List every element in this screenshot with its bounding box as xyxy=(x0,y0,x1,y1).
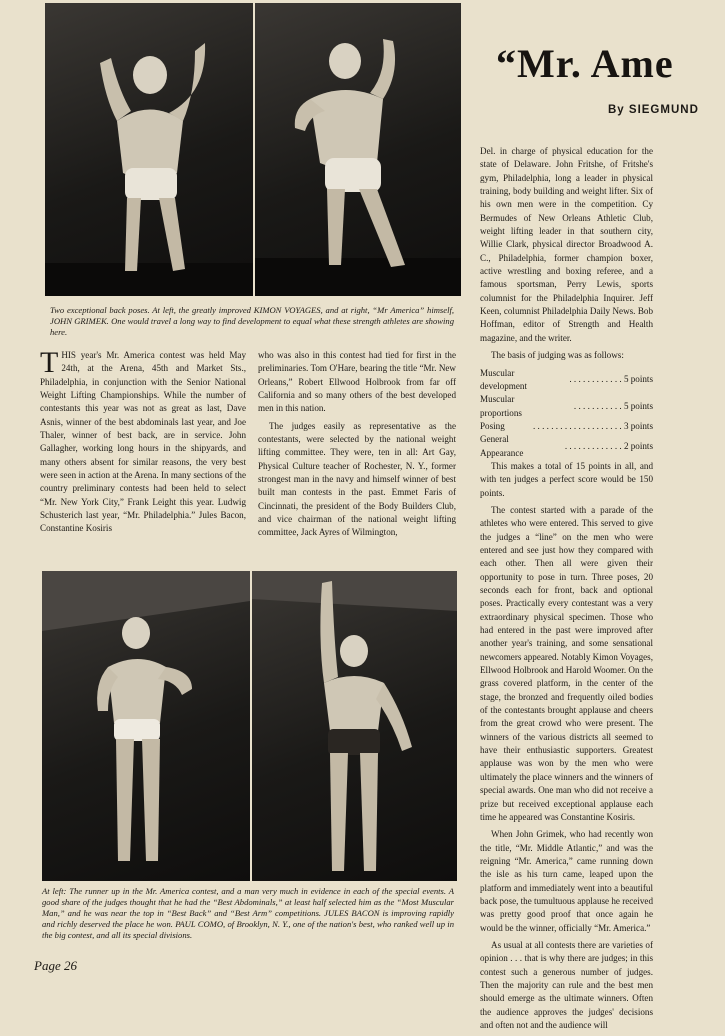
points-row xyxy=(480,393,653,420)
column-3-paragraph-2: The basis of judging was as follows: xyxy=(491,350,624,361)
article-title: “Mr. Ame xyxy=(496,41,674,86)
points-value: . . . . . . . . . . . . . 2 points xyxy=(564,440,653,451)
column-3-paragraph-1: Del. in charge of physical education for the state of Delaware. John Fritshe, of Fritshe's gym, Philadelphia, long a leader in physical training, body building and weight lifter. Six of his own men were in the competition. Cy Bermudes of New Orleans Athletic Club, weight lifting leader in that southern city, Willie Clark, physical director Broadwood A. C., Philadelphia, former champion boxer, active wrestling and boxing referee, and a famous sportsman, Perry Lewis, sports columnist for the Philadelphia Inquirer. Jeff Keen, columnist Philadelphia Daily News. Bob Hoffman, editor of Strength and Health magazine, and the writer. xyxy=(480,146,653,343)
photo-kimon-voyages-back-pose xyxy=(45,3,253,296)
points-row xyxy=(480,420,653,433)
bottom-photo-caption: At left: The runner up in the Mr. America contest, and a man very much in evidence in each of the special events. A good share of the judges thought that he had the “Best Abdominals,” at least half selected him as the “Most Muscular Man,” and he was near the top in “Best Back” and “Best Arm” competitions. JULES BACON is improving rapidly and richly deserved the place he won. PAUL COMO, of Brooklyn, N. Y., one of the nation's best, who ranked well up in the big contest, and all its special divisions. xyxy=(42,886,454,940)
column-1-text: HIS year's Mr. America contest was held May 24th, at the Arena, 45th and Market Sts., Philadelphia, in conjunction with the Senior National Weight Lifting Championships. While the number of contestants this year was not as great as last, Dave Asnis, winner of the best abdominals last year, and Joe Thaler, winner of best back, are in service. John Gallagher, working long hours in the shipyards, and many others absent for similar reasons, the very best were seen in action at the Arena. In many sections of the country preliminary contests had been held to select “Mr. New York City,” Frank Leight this year. Ludwig Schusterich last year, “Mr. Philadelphia.” Jules Bacon, Constantine Kosiris xyxy=(40,350,246,534)
top-photo-caption: Two exceptional back poses. At left, the greatly improved KIMON VOYAGES, and at right, “Mr America” himself, JOHN GRIMEK. One would travel a long way to find development to equal what these strength athletes are showing here. xyxy=(50,305,454,337)
drop-cap: T xyxy=(40,346,59,379)
article-column-1 xyxy=(40,346,246,540)
points-label: General Appearance xyxy=(480,434,524,458)
points-value: . . . . . . . . . . . 5 points xyxy=(573,400,653,411)
points-label: Muscular proportions xyxy=(480,394,522,418)
article-byline: By SIEGMUND xyxy=(608,104,699,116)
points-value: . . . . . . . . . . . . 5 points xyxy=(569,374,653,385)
column-3-paragraph-4: The contest started with a parade of the athletes who were entered. This served to give the judges a “line” on the men who were entered and see just how they compared with each other. Then all were given their opportunity to pose in turn. Three poses, 20 seconds each for front, back and optional poses. Practically every contestant was a very extraordinary physical specimen. Those who had entered in the past were improved after another year's training, and some sensational newcomers appeared. Notably Kimon Voyages, Ellwood Holbrook and Harold Woomer. On the grass covered platform, in the center of the stage, the bronzed and frequently oiled bodies of the contestants brought applause and cheers from the great crowd who were present. The winners of the various districts all seemed to have their enthusiastic supporters. Greatest applause was won by the men who were ultimately the place winners and the winners of special awards. One man who did not receive a prize but received exceptional applause each time he appeared was Constantine Kosiris. xyxy=(480,504,653,822)
article-column-2 xyxy=(258,349,456,544)
photo-jules-bacon-front-pose xyxy=(42,571,250,881)
photo-paul-como-pose xyxy=(252,571,457,881)
column-3-paragraph-3: This makes a total of 15 points in all, and with ten judges a perfect score would be 150 points. xyxy=(480,460,653,498)
points-label: Muscular development xyxy=(480,367,527,391)
points-value: . . . . . . . . . . . . . . . . . . . . 3 points xyxy=(533,420,653,431)
column-2-paragraph-2: The judges easily as representative as the contestants, were selected by the national weight lifting committee. They were, ten in all: Art Gay, Physical Culture teacher of Rochester, N. Y., former strongest man in the navy and himself winner of best built man contests in the past. Emmet Faris of Cincinnati, the president of the Body Builders Club, and vice chairman of the national weight lifting committee, Jack Ayres of Wilmington, xyxy=(258,420,456,538)
points-row xyxy=(480,367,653,394)
column-1-paragraph xyxy=(40,346,246,536)
points-row xyxy=(480,433,653,460)
column-3-paragraph-6: As usual at all contests there are varieties of opinion . . . that is why there are judges; in this contest such a generous number of judges. Then the majority can rule and the best men should emerge as the ultimate winners. Often the audience approves the judges' decisions and often not and the audience will xyxy=(480,939,653,1030)
article-column-3 xyxy=(480,145,653,1036)
judging-points-table xyxy=(480,367,653,460)
column-3-paragraph-5: When John Grimek, who had recently won the title, “Mr. Middle Atlantic,” and was the reigning “Mr. America,” came running down the isle as his turn came, leaped upon the platform and immediately went into a beautiful back pose, the tumultuous applause he received was pretty good proof that once again he would be the winner, officially “Mr. America.” xyxy=(480,829,653,933)
page-number: Page 26 xyxy=(34,958,77,973)
column-2-paragraph-1: who was also in this contest had tied for first in the preliminaries. Tom O'Hare, bearing the title “Mr. New Orleans,” Robert Ellwood Holbrook from far off California and so many others of the best developed men in this nation. xyxy=(258,350,456,414)
points-label: Posing xyxy=(480,420,505,431)
photo-john-grimek-back-pose xyxy=(255,3,461,296)
